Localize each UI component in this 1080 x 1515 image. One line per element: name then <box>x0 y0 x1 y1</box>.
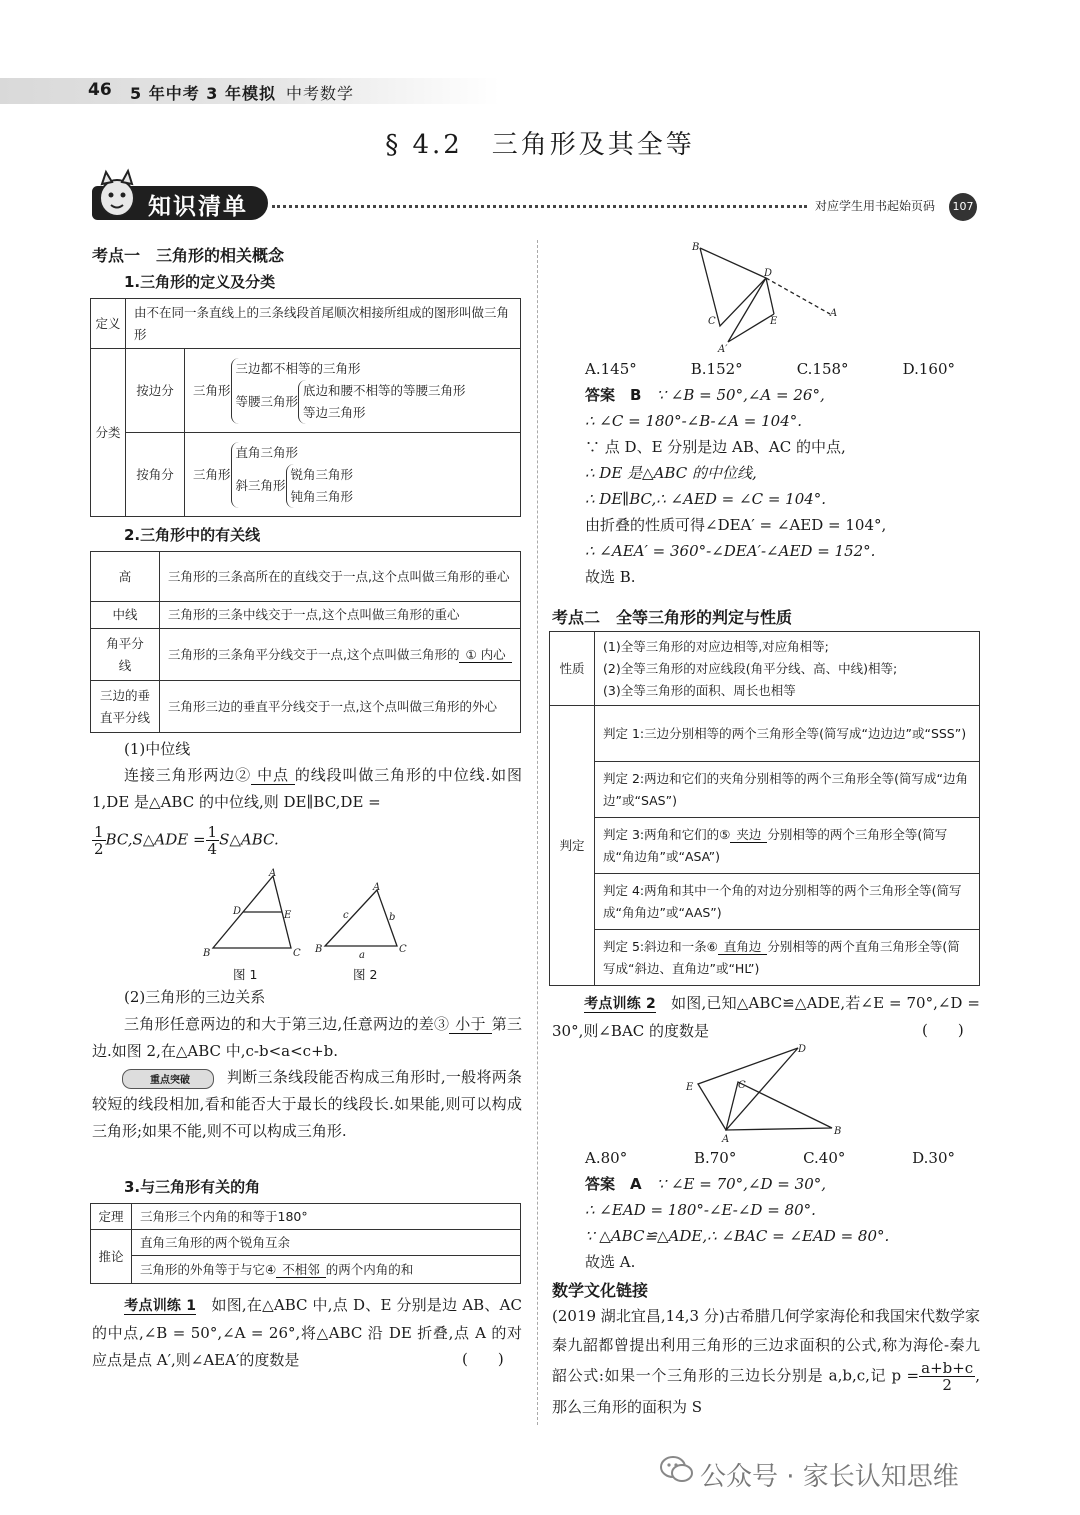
three-sides-blank: 小于 <box>449 1015 492 1034</box>
ex1-sol-7: 故选 B. <box>585 568 636 586</box>
judge-3b: 分别相等的两个三角形全等(简写成“角边角”或“ASA”) <box>603 826 948 864</box>
ex2-option-b: B.70° <box>693 1149 737 1167</box>
fold-label-e: E <box>770 316 778 327</box>
scalene: 三边都不相等的三角形 <box>235 360 361 376</box>
ex2-question <box>552 990 980 1045</box>
fig2-label-b: B <box>315 944 323 955</box>
fig1-label-b: B <box>203 948 211 959</box>
book-title: 5 年中考 3 年模拟 <box>130 84 276 103</box>
side-root: 三角形 <box>193 382 231 398</box>
by-side-label: 按边分 <box>126 349 185 433</box>
angles-table <box>90 1203 521 1284</box>
corollary-label: 推论 <box>91 1230 132 1284</box>
ex1-question <box>92 1292 522 1374</box>
fig2-label-side-a: a <box>359 950 365 961</box>
midline-p1: 连接三角形两边② <box>124 766 252 784</box>
line-label-0: 高 <box>91 552 160 602</box>
theorem-label: 定理 <box>91 1204 132 1230</box>
kp2-title: 考点二 全等三角形的判定与性质 <box>552 608 793 627</box>
subject: 中考数学 <box>286 84 355 103</box>
cong-label-c: C <box>738 1080 746 1091</box>
line-label-1: 中线 <box>91 602 160 629</box>
fold-label-d: D <box>764 268 773 279</box>
angle-root: 三角形 <box>193 466 231 482</box>
judge-5b: 分别相等的两个直角三角形全等(简写成“斜边、直角边”或“HL”) <box>603 938 960 976</box>
ex1-option-d: D.160° <box>902 360 955 378</box>
ex1-options <box>585 356 955 383</box>
line-label-3: 三边的垂直平分线 <box>91 681 160 733</box>
fold-label-a1: A′ <box>718 344 728 355</box>
right-triangle: 直角三角形 <box>235 444 299 460</box>
frac-quarter-num: 1 <box>207 823 218 841</box>
frac-half <box>92 824 106 857</box>
ex1-sol-4: ∴ DE∥BC,∴ ∠AED = ∠C = 104°. <box>585 490 827 508</box>
culture-frac-num: a+b+c <box>921 1359 974 1377</box>
fig2-label-side-c: c <box>343 910 349 921</box>
ex2-answer-line <box>585 1171 826 1198</box>
judge-3a: 判定 3:两角和它们的⑤ <box>603 826 731 842</box>
three-sides-p1: 三角形任意两边的和大于第三边,任意两边的差 <box>124 1015 434 1033</box>
ex2-option-d: D.30° <box>912 1149 955 1167</box>
line-text-2: 三角形的三条角平分线交于一点,这个点叫做三角形的 <box>168 646 460 662</box>
ex1-option-b: B.152° <box>690 360 743 378</box>
midline-paragraph <box>92 762 522 816</box>
fold-figure <box>690 238 850 356</box>
watermark: 公众号 · 家长认知思维 <box>700 1462 959 1492</box>
cong-label-d: D <box>798 1044 807 1055</box>
judge-4: 判定 4:两角和其中一个角的对边分别相等的两个三角形全等(简写成“角角边”或“AAS”) <box>595 874 980 930</box>
iso-nonequal: 底边和腰不相等的等腰三角形 <box>303 382 466 398</box>
column-divider <box>537 240 538 1425</box>
midline-p3: BC,S△ADE = <box>105 830 206 849</box>
midline-formula <box>92 824 279 857</box>
ex1-sol-0: ∵ ∠B = 50°,∠A = 26°, <box>656 386 825 404</box>
classification-table <box>90 298 521 517</box>
section-title: § 4.2 三角形及其全等 <box>385 130 695 160</box>
figures-1-2 <box>195 868 425 963</box>
by-angle-label: 按角分 <box>126 433 185 517</box>
banner-ref-text: 对应学生用书起始页码 <box>815 199 936 213</box>
obtuse-triangle: 钝角三角形 <box>290 488 354 504</box>
mascot-icon <box>94 168 140 220</box>
ex2-tag: 考点训练 2 <box>584 996 656 1012</box>
ex1-option-c: C.158° <box>796 360 849 378</box>
acute-triangle: 锐角三角形 <box>290 466 354 482</box>
banner-label: 知识清单 <box>148 194 248 220</box>
ex1-option-a: A.145° <box>585 360 637 378</box>
kp1-title: 考点一 三角形的相关概念 <box>92 246 285 265</box>
wechat-icon <box>660 1455 694 1485</box>
culture-paragraph <box>552 1302 980 1422</box>
page-number: 46 <box>88 80 112 100</box>
line-text-1: 三角形的三条中线交于一点,这个点叫做三角形的重心 <box>160 602 521 629</box>
line-answer-2: ① 内心 <box>459 647 511 663</box>
prop-label: 性质 <box>550 632 595 706</box>
isosceles: 等腰三角形 <box>235 393 299 409</box>
oblique-triangle: 斜三角形 <box>235 477 286 493</box>
frac-half-den: 2 <box>94 840 104 858</box>
fig2-label-c: C <box>399 944 407 955</box>
midline-p4: S△ABC. <box>219 830 279 849</box>
prop-2: (2)全等三角形的对应线段(角平分线、高、中线)相等; <box>603 660 898 676</box>
key-tag: 重点突破 <box>150 1075 190 1086</box>
congruence-figure <box>680 1040 850 1146</box>
def-text: 由不在同一条直线上的三条线段首尾顺次相接所组成的图形叫做三角形 <box>126 299 521 349</box>
ex1-answer-label: 答案 <box>585 386 616 404</box>
judge-label: 判定 <box>550 706 595 986</box>
three-sides-p2: 第三边.如图 2,在△ABC 中,c-b<a<c+b. <box>92 1015 522 1060</box>
fig1-label-c: C <box>293 948 301 959</box>
ex2-sol-3: 故选 A. <box>585 1253 636 1271</box>
ex1-sol-3: ∴ DE 是△ABC 的中位线, <box>585 464 757 482</box>
culture-p1: (2019 湖北宜昌,14,3 分)古希腊几何学家海伦和我国宋代数学家秦九韶都曾提出利用三角形的三边求面积的公式,称为海伦-秦九韶公式:如果一个三角形的三边长分别是 a,b,c,记 p = <box>552 1307 980 1385</box>
fold-label-c: C <box>708 316 716 327</box>
frac-quarter-den: 4 <box>207 840 218 858</box>
ex2-sol-0: ∵ ∠E = 70°,∠D = 30°, <box>656 1175 826 1193</box>
fold-label-b: B <box>692 242 700 253</box>
ex2-option-c: C.40° <box>803 1149 846 1167</box>
banner-dotted-line <box>272 205 807 208</box>
cong-label-a: A <box>722 1134 730 1145</box>
midline-title: (1)中位线 <box>124 740 191 758</box>
culture-p2: ,那么三角形的面积为 S <box>552 1366 980 1416</box>
banner-ref-page: 107 <box>949 193 977 221</box>
cong-label-e: E <box>686 1082 694 1093</box>
three-sides-paragraph <box>92 1011 522 1065</box>
corollary-2b: 的两个内角的和 <box>325 1261 414 1277</box>
corollary-2-blank: 不相邻 <box>276 1262 326 1278</box>
judge-3-blank: 夹边 <box>730 827 767 843</box>
fig2-caption: 图 2 <box>353 967 378 982</box>
line-text-0: 三角形的三条高所在的直线交于一点,这个点叫做三角形的垂心 <box>160 552 521 602</box>
side-tree <box>193 358 512 424</box>
ex1-answer-line <box>585 382 825 409</box>
prop-3: (3)全等三角形的面积、周长也相等 <box>603 682 796 698</box>
cong-label-b: B <box>834 1126 842 1137</box>
ex2-text: 如图,已知△ABC≌△ADE,若∠E = 70°,∠D = 30°,则∠BAC 的度数是 <box>552 994 980 1040</box>
kp1-s3-title: 3.与三角形有关的角 <box>124 1178 261 1196</box>
ex1-answer-letter: B <box>630 386 642 404</box>
ex1-tag: 考点训练 1 <box>124 1298 196 1314</box>
judge-5-blank: 直角边 <box>718 939 768 955</box>
fig1-label-e: E <box>284 910 292 921</box>
three-sides-title: (2)三角形的三边关系 <box>124 988 266 1006</box>
ex1-paren: ( ) <box>462 1350 504 1368</box>
culture-frac-den: 2 <box>942 1376 952 1394</box>
judge-5a: 判定 5:斜边和一条⑥ <box>603 938 718 954</box>
corollary-2a: 三角形的外角等于与它④ <box>140 1261 277 1277</box>
midline-blank: 中点 <box>251 766 295 785</box>
culture-frac <box>919 1360 975 1393</box>
angle-tree <box>193 442 512 508</box>
frac-quarter <box>206 824 220 857</box>
three-sides-num: ③ <box>433 1015 450 1033</box>
figure-2 <box>325 890 397 946</box>
midline-p2: 的线段叫做三角形的中位线.如图 1,DE 是△ABC 的中位线,则 DE∥BC,DE = <box>92 766 522 811</box>
frac-half-num: 1 <box>94 823 104 841</box>
line-label-2: 角平分线 <box>91 629 160 681</box>
ex2-sol-2: ∵ △ABC≌△ADE,∴ ∠BAC = ∠EAD = 80°. <box>585 1227 890 1245</box>
lines-table <box>90 551 521 733</box>
fig1-label-a: A <box>269 868 277 879</box>
figure-1 <box>213 876 291 948</box>
ex1-sol-2: ∵ 点 D、E 分别是边 AB、AC 的中点, <box>585 438 846 456</box>
ex1-sol-1: ∴ ∠C = 180°-∠B-∠A = 104°. <box>585 412 803 430</box>
kp1-s1-title: 1.三角形的定义及分类 <box>124 273 276 291</box>
kp1-s2-title: 2.三角形中的有关线 <box>124 526 261 544</box>
fig1-label-d: D <box>233 906 242 917</box>
key-text: 判断三条线段能否构成三角形时,一般将两条较短的线段相加,看和能否大于最长的线段长.如果能,则可以构成三角形;如果不能,则不可以构成三角形. <box>92 1068 522 1140</box>
congruence-table <box>549 631 980 986</box>
ex2-option-a: A.80° <box>585 1149 628 1167</box>
line-text-3: 三角形三边的垂直平分线交于一点,这个点叫做三角形的外心 <box>160 681 521 733</box>
ex1-sol-5: 由折叠的性质可得∠DEA′ = ∠AED = 104°, <box>585 516 887 534</box>
class-label: 分类 <box>91 349 126 517</box>
ex2-sol-1: ∴ ∠EAD = 180°-∠E-∠D = 80°. <box>585 1201 816 1219</box>
corollary-1: 直角三角形的两个锐角互余 <box>132 1230 521 1256</box>
ex2-answer-label: 答案 <box>585 1175 616 1193</box>
prop-1: (1)全等三角形的对应边相等,对应角相等; <box>603 638 829 654</box>
theorem-text: 三角形三个内角的和等于180° <box>132 1204 521 1230</box>
fig2-label-side-b: b <box>389 912 396 923</box>
fold-label-a: A <box>830 308 838 319</box>
culture-title: 数学文化链接 <box>552 1281 649 1300</box>
ex1-text: 如图,在△ABC 中,点 D、E 分别是边 AB、AC 的中点,∠B = 50°,∠A = 26°,将△ABC 沿 DE 折叠,点 A 的对应点是点 A′,则∠AEA′的度数是 <box>92 1296 522 1369</box>
equilateral: 等边三角形 <box>303 404 366 420</box>
ex2-options <box>585 1145 955 1172</box>
ex2-paren: ( ) <box>922 1021 964 1039</box>
fig1-caption: 图 1 <box>233 967 258 982</box>
fig2-label-a: A <box>373 882 381 893</box>
ex2-answer-letter: A <box>630 1175 642 1193</box>
ex1-sol-6: ∴ ∠AEA′ = 360°-∠DEA′-∠AED = 152°. <box>585 542 876 560</box>
judge-2: 判定 2:两边和它们的夹角分别相等的两个三角形全等(简写成“边角边”或“SAS”) <box>595 762 980 818</box>
def-label: 定义 <box>91 299 126 349</box>
judge-1: 判定 1:三边分别相等的两个三角形全等(简写成“边边边”或“SSS”) <box>595 706 980 762</box>
